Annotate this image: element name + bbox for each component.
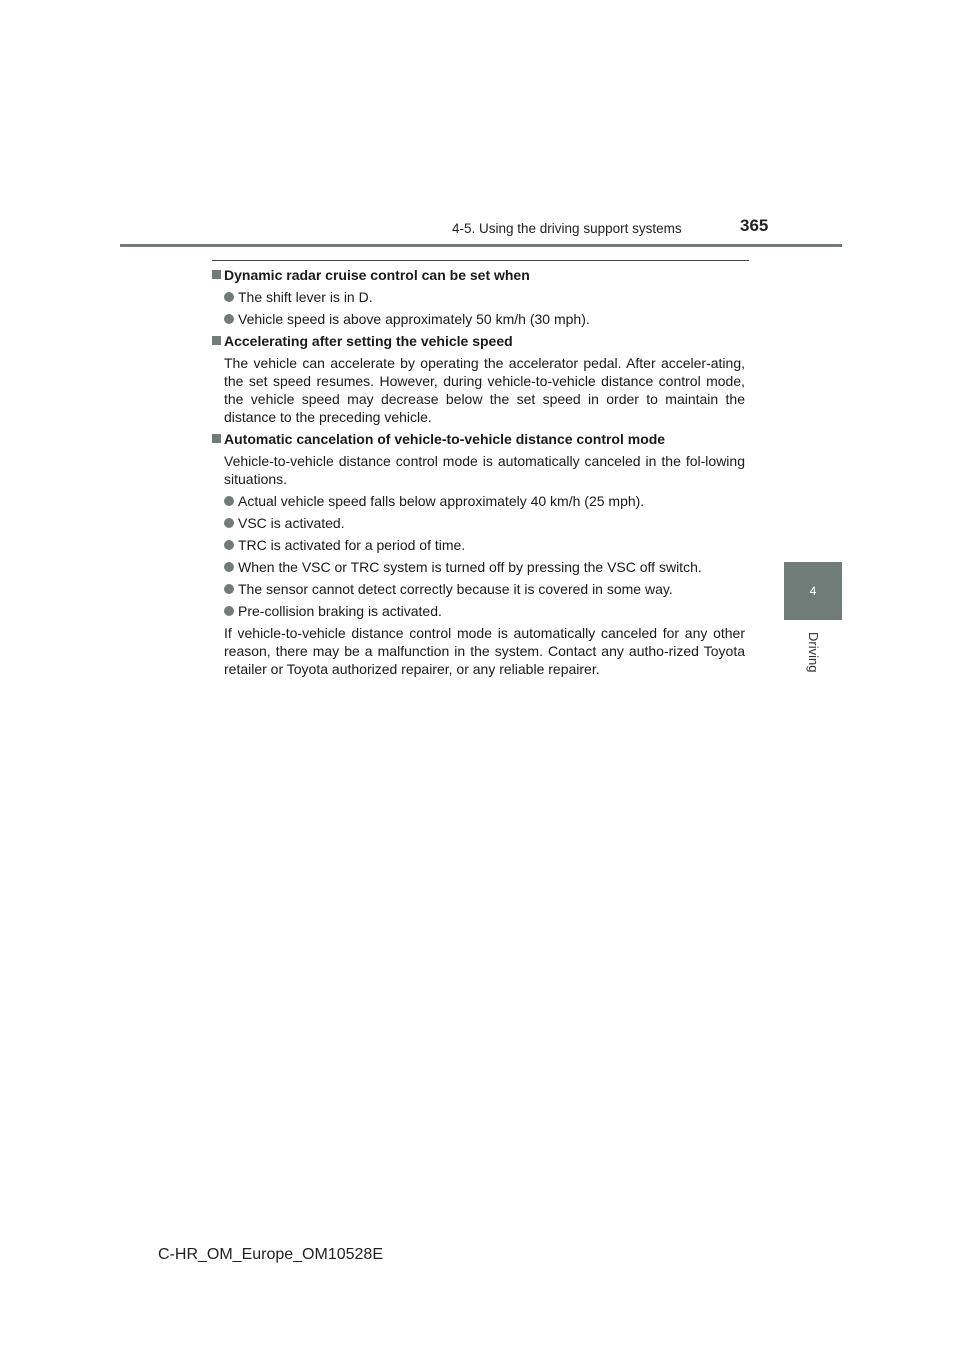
circle-bullet-icon <box>224 518 234 528</box>
circle-bullet-icon <box>224 314 234 324</box>
list-item: VSC is activated. <box>212 514 745 532</box>
header-rule <box>120 244 842 247</box>
section-heading: Automatic cancelation of vehicle-to-vehicle distance control mode <box>212 430 745 448</box>
square-bullet-icon <box>212 270 221 279</box>
list-item: The sensor cannot detect correctly because it is covered in some way. <box>212 580 745 598</box>
square-bullet-icon <box>212 336 221 345</box>
section-paragraph: The vehicle can accelerate by operating the accelerator pedal. After acceler-ating, the set speed resumes. However, during vehicle-to-vehicle distance control mode, the vehicle speed may decrease below the set speed in order to maintain the distance to the preceding vehicle. <box>224 355 745 425</box>
circle-bullet-icon <box>224 584 234 594</box>
circle-bullet-icon <box>224 606 234 616</box>
list-item: Actual vehicle speed falls below approximately 40 km/h (25 mph). <box>212 492 745 510</box>
main-content <box>212 266 745 682</box>
footer-doc-id: C-HR_OM_Europe_OM10528E <box>158 1246 383 1263</box>
content-rule <box>212 260 749 261</box>
square-bullet-icon <box>212 434 221 443</box>
list-item: TRC is activated for a period of time. <box>212 536 745 554</box>
page-number: 365 <box>740 216 769 235</box>
chapter-label: Driving <box>806 632 821 673</box>
circle-bullet-icon <box>224 496 234 506</box>
circle-bullet-icon <box>224 292 234 302</box>
list-item: Pre-collision braking is activated. <box>212 602 745 620</box>
closing-paragraph: If vehicle-to-vehicle distance control mode is automatically canceled for any other reason, there may be a malfunction in the system. Contact any autho-rized Toyota retailer or Toyota authorized repairer, or any reliable repairer. <box>224 625 745 677</box>
section-paragraph: Vehicle-to-vehicle distance control mode is automatically canceled in the fol-lowing situations. <box>224 453 745 487</box>
section-heading: Accelerating after setting the vehicle speed <box>212 332 745 350</box>
chapter-tab: 4 <box>784 562 842 620</box>
list-item: The shift lever is in D. <box>212 288 745 306</box>
circle-bullet-icon <box>224 540 234 550</box>
list-item: Vehicle speed is above approximately 50 km/h (30 mph). <box>212 310 745 328</box>
header-section-title: 4-5. Using the driving support systems <box>452 221 682 236</box>
list-item: When the VSC or TRC system is turned off by pressing the VSC off switch. <box>212 558 745 576</box>
section-heading: Dynamic radar cruise control can be set when <box>212 266 745 284</box>
circle-bullet-icon <box>224 562 234 572</box>
